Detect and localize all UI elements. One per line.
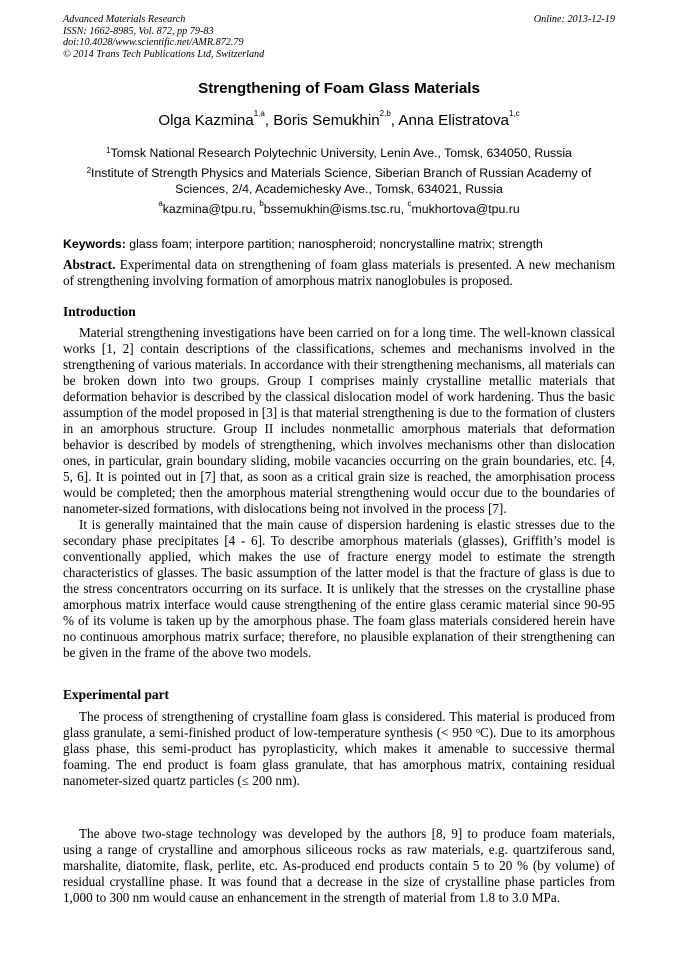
email-separator: , [252,202,260,216]
abstract-label: Abstract. [63,257,116,272]
author-name: Anna Elistratova [398,112,509,129]
experimental-paragraph-2 [63,826,615,906]
degree-sup: o [475,726,480,735]
author-separator: , [264,112,274,129]
email-list [63,199,615,216]
author-sup: 2,b [379,109,391,118]
abstract-text: Experimental data on strengthening of foam glass materials is presented. A new mechanism of strengthening involving formation of amorphous matrix nanoglobules is proposed. [63,257,616,288]
abstract-block [63,257,615,289]
paragraph: It is generally maintained that the main cause of dispersion hardening is elastic stresses due to the secondary phase precipitates [4 - 6]. To describe amorphous materials (glasses), Griffith’s model is conventionally applied, which makes the use of fracture energy model to estimate the strength characteristics of glasses. The basic assumption of the latter model is that the fracture of glass is due to the stress concentrators occurring on its surface. It is unlikely that the stresses on the crystalline phase amorphous matrix interface would cause strengthening of the entire glass ceramic material since 90-95 % of its volume is taken up by the amorphous phase. The foam glass materials considered herein have no continuous amorphous matrix surface; therefore, no plausible explanation of their strengthening can be given in the frame of the above two models. [63,517,615,660]
author-sup: 1,a [253,109,265,118]
paper-title: Strengthening of Foam Glass Materials [198,80,480,97]
affiliation-1 [63,146,615,162]
introduction-heading: Introduction [63,304,136,319]
experimental-paragraph-1 [63,709,615,789]
keywords-line [63,237,615,251]
online-date: Online: 2013-12-19 [533,14,615,25]
paragraph [63,709,615,789]
affiliation-text: Institute of Strength Physics and Materials Science, Siberian Branch of Russian Academy of Sciences, 2/4, Academichesky Ave., Tomsk, 634021, Russia [91,166,592,196]
keywords-text: glass foam; interpore partition; nanospheroid; noncrystalline matrix; strength [129,237,543,251]
email-link[interactable]: mukhortova@tpu.ru [411,202,520,216]
email-link[interactable]: kazmina@tpu.ru [162,202,253,216]
paragraph: Material strengthening investigations have been carried on for a long time. The well-known classical works [1, 2] contain descriptions of the classifications, schemes and mechanisms involved in the strengthening of various materials. In accordance with their strengthening mechanisms, all materials can be broken down into two groups. Group I comprises mainly crystalline metallic materials that deformation behavior is described by the classical dislocation model of work hardening. Thus the basic assumption of the model proposed in [3] is that material strengthening is due to the formation of clusters in an amorphous structure. Group II includes nonmetallic amorphous materials that deformation behavior is described by models of strengthening, which involves mechanisms other than dislocation ones, in particular, grain boundary sliding, mobile vacancies occurring on the grain boundaries, etc. [4, 5, 6]. It is pointed out in [7] that, as soon as a critical grain size is reached, the amorphisation process would be completed; then the amorphous material strengthening would occur due to the boundaries of nanometer-sized formations, with dislocations being not involved in the process [7]. [63,325,615,516]
affiliation-2 [80,166,598,197]
author-list [63,109,615,129]
keywords-label: Keywords: [63,237,126,251]
author-name: Boris Semukhin [273,112,380,129]
copyright-line: © 2014 Trans Tech Publications Ltd, Switzerland [63,48,265,60]
journal-name: Advanced Materials Research [63,14,186,25]
email-sup: c [407,199,412,208]
email-link[interactable]: bssemukhin@isms.tsc.ru [263,202,401,216]
email-sup: b [259,199,264,208]
paragraph-text: C). Due to its amorphous glass phase, this semi-product has pyroplasticity, which makes it amenable to successive thermal foaming. The end product is foam glass granulate, that has amorphous matrix, containing residual nanometer-sized quartz particles (≤ 200 nm). [63,725,616,788]
email-sup: a [158,199,163,208]
affiliation-sup: 1 [106,146,111,155]
paragraph: The above two-stage technology was developed by the authors [8, 9] to produce foam materials, using a range of crystalline and amorphous siliceous rocks as raw materials, e.g. quartziferous sand, marshalite, diatomite, flask, perlite, etc. As-produced end products contain 5 to 20 % (by volume) of residual crystalline phase. It was found that a decrease in the size of crystalline phase particles from 1,000 to 300 nm would cause an enhancement in the strength of material from 1.8 to 3.0 MPa. [63,826,615,905]
paragraph-text: The process of strengthening of crystalline foam glass is considered. This material is produced from glass granulate, a semi-finished product of low-temperature synthesis (< 950 [63,709,615,740]
introduction-body [63,325,615,661]
affiliation-text: Tomsk National Research Polytechnic University, Lenin Ave., Tomsk, 634050, Russia [110,146,572,160]
experimental-heading: Experimental part [63,687,169,702]
doi-line: doi:10.4028/www.scientific.net/AMR.872.79 [63,37,244,49]
affiliation-sup: 2 [86,166,92,175]
author-name: Olga Kazmina [158,112,254,129]
author-separator: , [390,112,399,129]
email-separator: , [400,202,408,216]
author-sup: 1,c [508,109,520,118]
issn-line: ISSN: 1662-8985, Vol. 872, pp 79-83 [63,25,214,37]
journal-header [63,14,615,60]
